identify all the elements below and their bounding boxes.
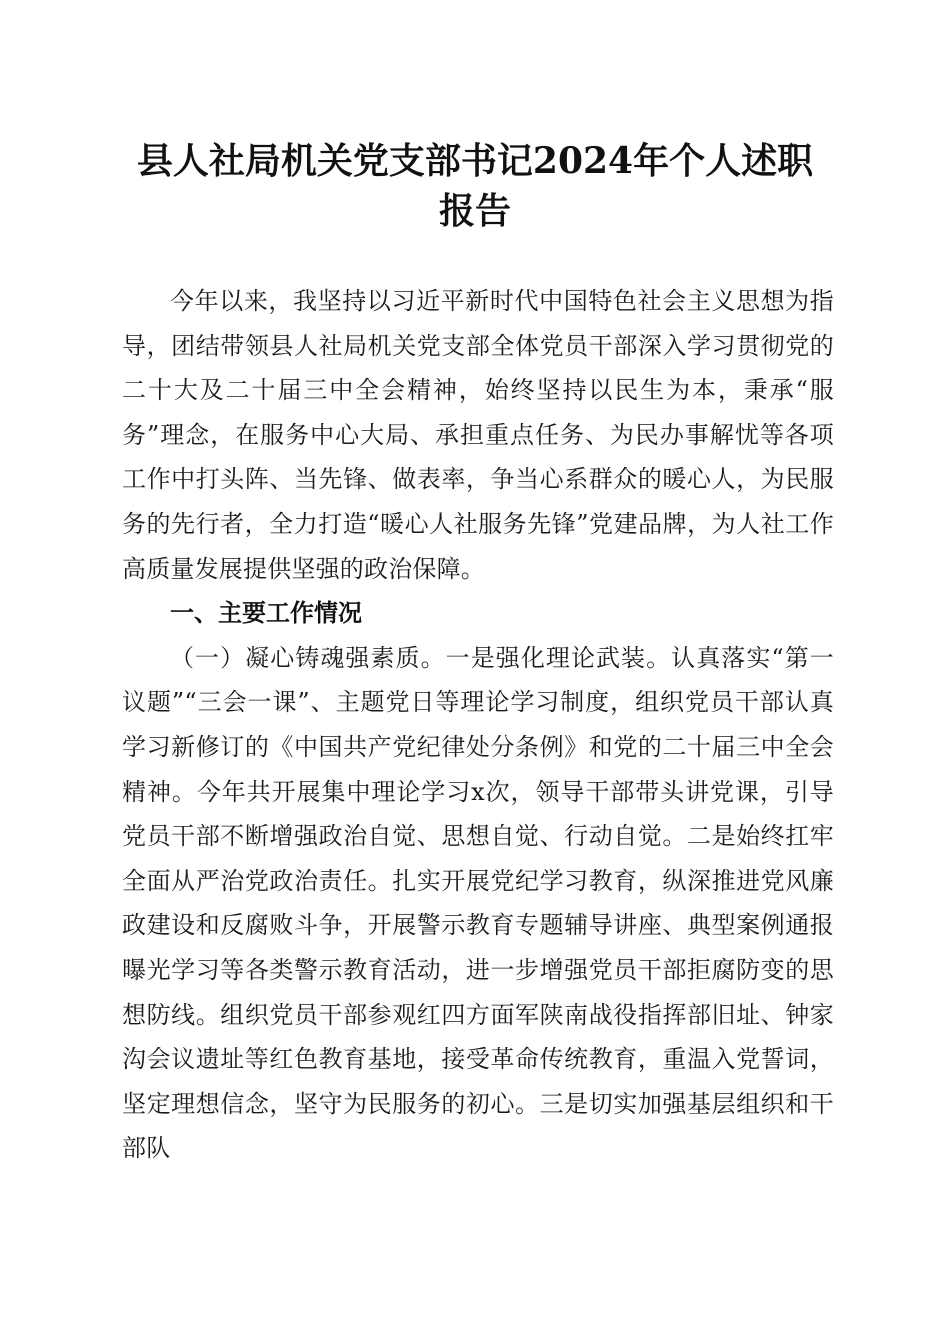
document-title: 县人社局机关党支部书记2024年个人述职报告 [136, 140, 814, 232]
section-heading: 一、主要工作情况 [170, 599, 362, 628]
document-body [122, 279, 834, 1171]
section-paragraph: （一）凝心铸魂强素质。一是强化理论武装。认真落实“第一议题”“三会一课”、主题党日等理论学习制度，组织党员干部认真学习新修订的《中国共产党纪律处分条例》和党的二十届三中全会精神。今年共开展集中理论学习x次，领导干部带头讲党课，引导党员干部不断增强政治自觉、思想自觉、行动自觉。二是始终扛牢全面从严治党政治责任。扎实开展党纪学习教育，纵深推进党风廉政建设和反腐败斗争，开展警示教育专题辅导讲座、典型案例通报曝光学习等各类警示教育活动，进一步增强党员干部拒腐防变的思想防线。组织党员干部参观红四方面军陕南战役指挥部旧址、钟家沟会议遗址等红色教育基地，接受革命传统教育，重温入党誓词，坚定理想信念，坚守为民服务的初心。三是切实加强基层组织和干部队 [122, 643, 834, 1163]
intro-paragraph: 今年以来，我坚持以习近平新时代中国特色社会主义思想为指导，团结带领县人社局机关党支部全体党员干部深入学习贯彻党的二十大及二十届三中全会精神，始终坚持以民生为本，秉承“服务”理念，在服务中心大局、承担重点任务、为民办事解忧等各项工作中打头阵、当先锋、做表率，争当心系群众的暖心人，为民服务的先行者，全力打造“暖心人社服务先锋”党建品牌，为人社工作高质量发展提供坚强的政治保障。 [122, 287, 834, 583]
